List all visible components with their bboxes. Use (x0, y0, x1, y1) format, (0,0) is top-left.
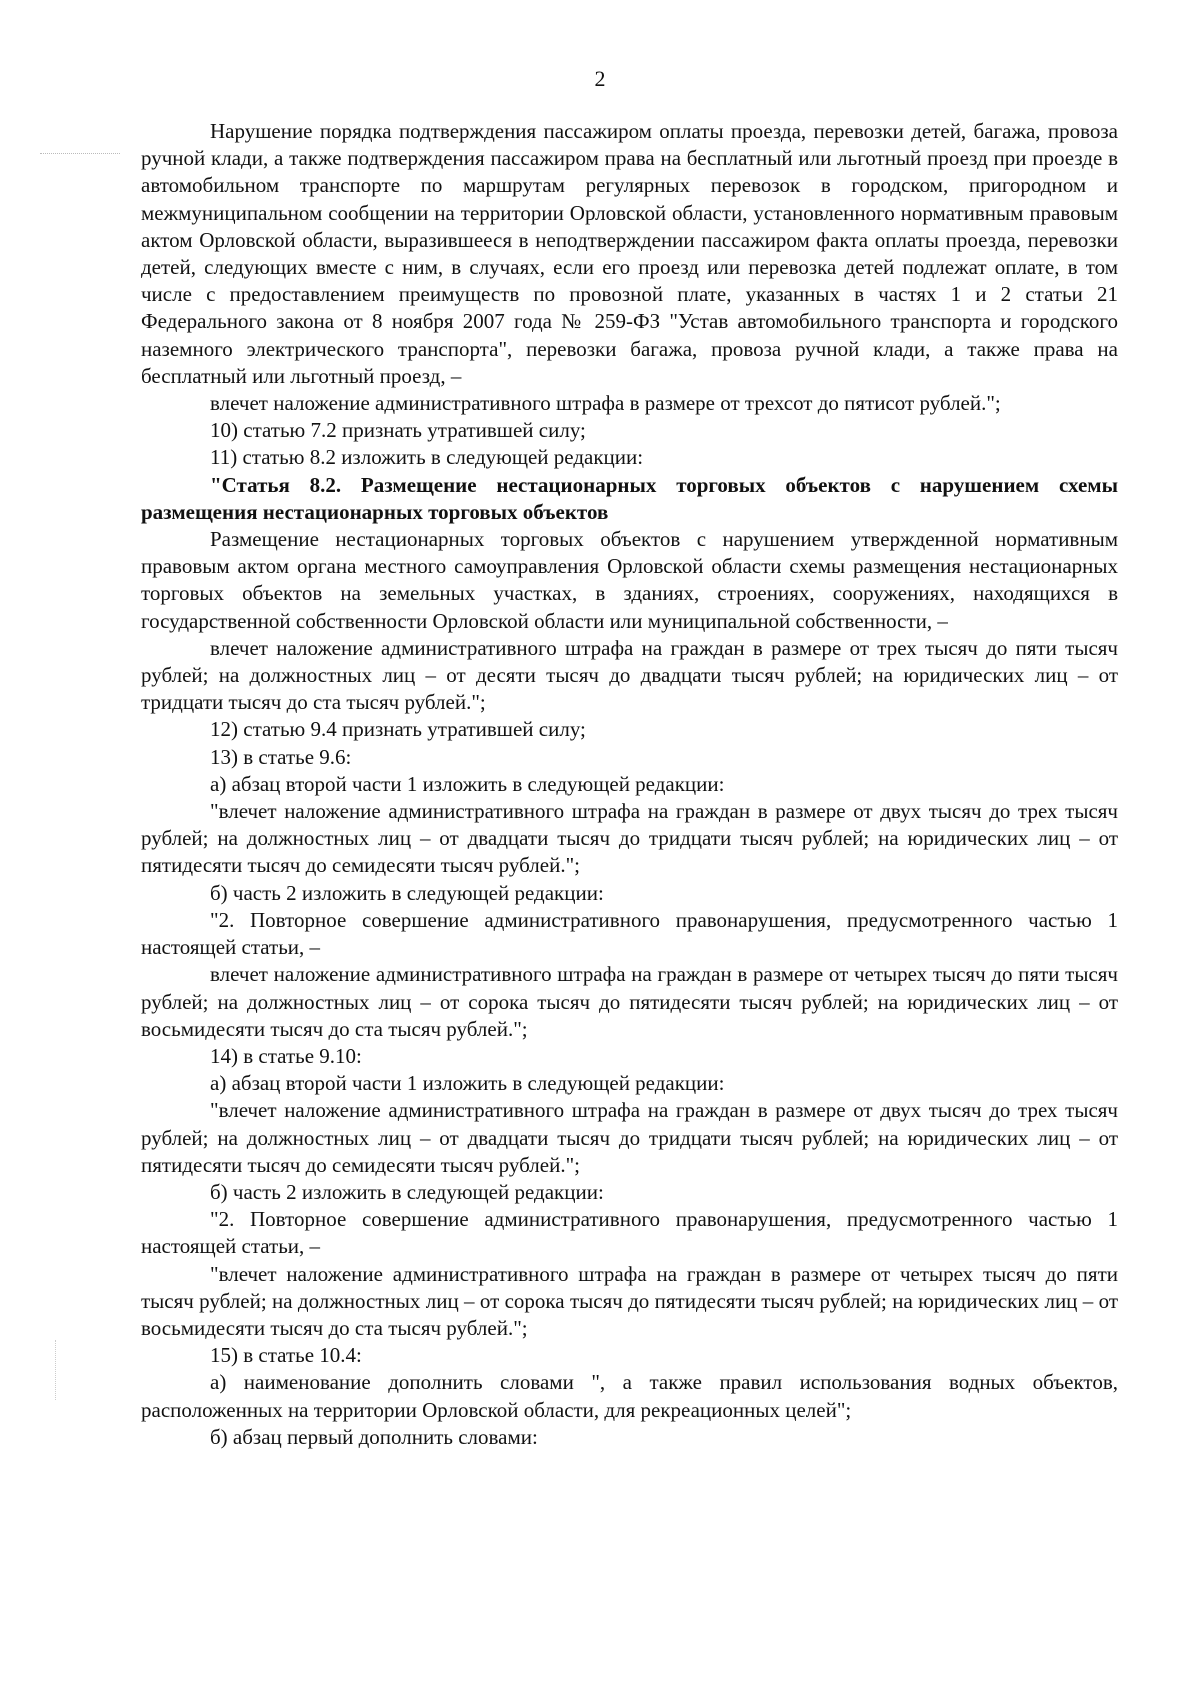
paragraph: Размещение нестационарных торговых объектов с нарушением утвержденной нормативным правовым актом органа местного самоуправления Орловской области схемы размещения нестационарных торговых объектов на земельных участках, в зданиях, строениях, сооружениях, находящихся в государственной собственности Орловской области или муниципальной собственности, – (141, 527, 1118, 633)
paragraph: 12) статью 9.4 признать утратившей силу; (210, 717, 586, 742)
article-heading: "Статья 8.2. Размещение нестационарных торговых объектов с нарушением схемы размещения нестационарных торговых объектов (141, 472, 1118, 524)
paragraph: влечет наложение административного штрафа на граждан в размере от трех тысяч до пяти тысяч рублей; на должностных лиц – от десяти тысяч до двадцати тысяч рублей; на юридических лиц – от тридцати тысяч до ста тысяч рублей."; (141, 635, 1118, 715)
paragraph: "2. Повторное совершение административного правонарушения, предусмотренного частью 1 настоящей статьи, – (141, 907, 1118, 960)
paragraph: влечет наложение административного штрафа в размере от трехсот до пятисот рублей."; (210, 391, 1001, 416)
paragraph: 13) в статье 9.6: (210, 744, 352, 769)
paragraph: "влечет наложение административного штрафа на граждан в размере от двух тысяч до трех тысяч рублей; на должностных лиц – от двадцати тысяч до тридцати тысяч рублей; на юридических лиц – от пятидесяти тысяч до семидесяти тысяч рублей."; (141, 799, 1118, 878)
paragraph: 14) в статье 9.10: (210, 1043, 362, 1068)
scan-artifact (40, 153, 120, 155)
paragraph: влечет наложение административного штрафа на граждан в размере от четырех тысяч до пяти тысяч рублей; на должностных лиц – от сорока тысяч до пятидесяти тысяч рублей; на юридических лиц – от восьмидесяти тысяч до ста тысяч рублей."; (141, 962, 1118, 1041)
paragraph: "2. Повторное совершение административного правонарушения, предусмотренного частью 1 настоящей статьи, – (141, 1207, 1118, 1259)
paragraph: б) абзац первый дополнить словами: (210, 1424, 538, 1449)
paragraph: б) часть 2 изложить в следующей редакции: (210, 1179, 604, 1204)
paragraph: б) часть 2 изложить в следующей редакции: (210, 880, 604, 905)
paragraph: а) наименование дополнить словами ", а также правил использования водных объектов, расположенных на территории Орловской области, для рекреационных целей"; (141, 1370, 1118, 1422)
page-number: 2 (594, 66, 606, 91)
paragraph: 11) статью 8.2 изложить в следующей редакции: (210, 445, 644, 470)
paragraph: а) абзац второй части 1 изложить в следующей редакции: (210, 1071, 725, 1096)
scan-artifact (55, 1340, 57, 1400)
document-body (141, 118, 1118, 1451)
paragraph: "влечет наложение административного штрафа на граждан в размере от четырех тысяч до пяти тысяч рублей; на должностных лиц – от сорока тысяч до пятидесяти тысяч рублей; на юридических лиц – от восьмидесяти тысяч до ста тысяч рублей."; (141, 1261, 1118, 1340)
paragraph: 10) статью 7.2 признать утратившей силу; (210, 418, 586, 443)
paragraph: Нарушение порядка подтверждения пассажиром оплаты проезда, перевозки детей, багажа, провоза ручной клади, а также подтверждения пассажиром права на бесплатный или льготный проезд при проезде в автомобильном транспорте по маршрутам регулярных перевозок в городском, пригородном и межмуниципальном сообщении на территории Орловской области, установленного нормативным правовым актом Орловской области, выразившееся в неподтверждении пассажиром факта оплаты проезда, перевозки детей, следующих вместе с ним, в случаях, если его проезд или перевозка детей подлежат оплате, в том числе с предоставлением преимуществ по провозной плате, указанных в частях 1 и 2 статьи 21 Федерального закона от 8 ноября 2007 года № 259-ФЗ "Устав автомобильного транспорта и городского наземного электрического транспорта", перевозки багажа, провоза ручной клади, а также права на бесплатный или льготный проезд, – (141, 119, 1118, 388)
paragraph: а) абзац второй части 1 изложить в следующей редакции: (210, 771, 725, 796)
paragraph: "влечет наложение административного штрафа на граждан в размере от двух тысяч до трех тысяч рублей; на должностных лиц – от двадцати тысяч до тридцати тысяч рублей; на юридических лиц – от пятидесяти тысяч до семидесяти тысяч рублей."; (141, 1098, 1118, 1177)
paragraph: 15) в статье 10.4: (210, 1343, 362, 1368)
